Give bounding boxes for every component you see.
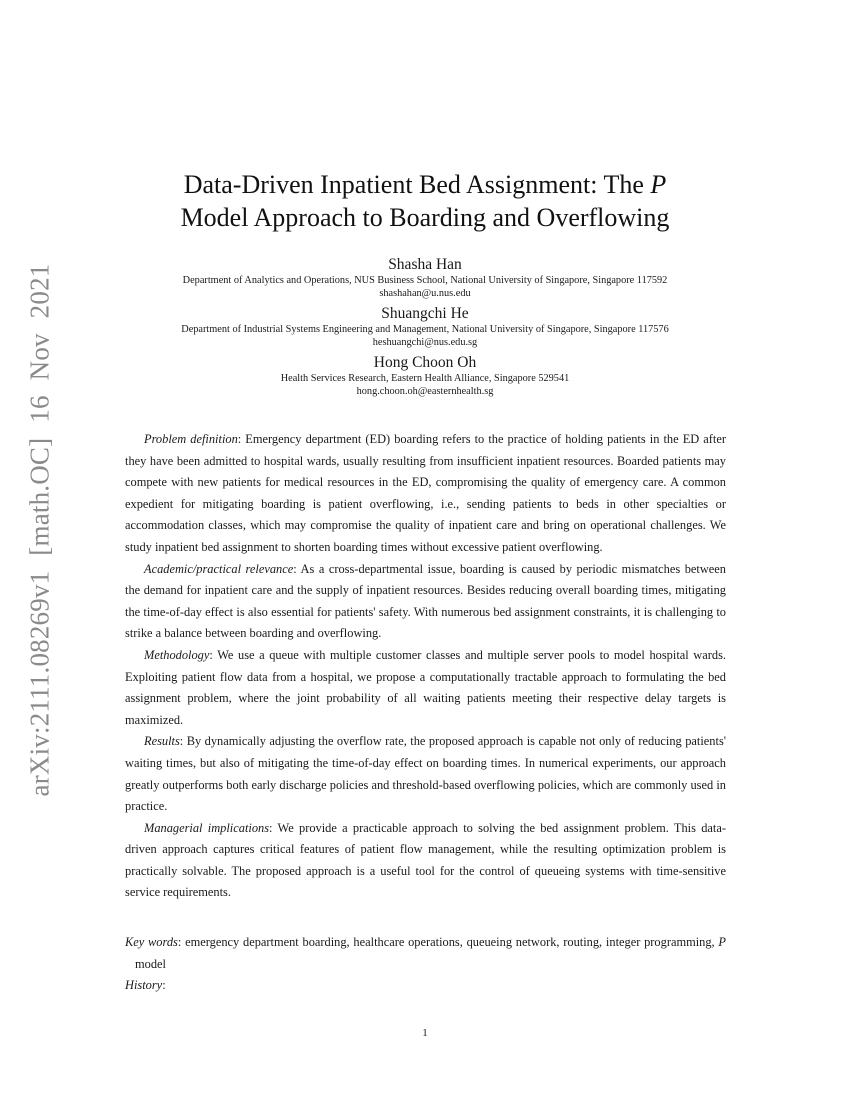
keywords-block: [125, 932, 726, 997]
author-email: shashahan@u.nus.edu: [379, 288, 471, 299]
section-label: Problem definition: [144, 432, 238, 446]
author-affiliation: Department of Industrial Systems Engineering and Management, National University of Singapore, Singapore 117576: [181, 324, 669, 335]
title-math-p: P: [650, 170, 667, 199]
page-number: 1: [422, 1027, 428, 1039]
author-block: [0, 252, 850, 402]
title-line-1: Data-Driven Inpatient Bed Assignment: The P: [183, 170, 667, 199]
abstract-methodology: Methodology: We use a queue with multiple customer classes and multiple server pools to model hospital wards. Exploiting patient flow data from a hospital, we propose a computationally tractable approach to formulating the bed assignment problem, where the joint probability of all waiting patients meeting their respective delay targets is maximized.: [125, 647, 726, 727]
author-entry: [0, 353, 850, 398]
author-email: hong.choon.oh@easternhealth.sg: [356, 386, 494, 397]
section-label: Results: [144, 734, 180, 749]
arxiv-identifier: arXiv:2111.08269v1 [math.OC] 16 Nov 2021: [24, 263, 55, 797]
keywords: Key words: emergency department boarding, healthcare operations, queueing network, routing, integer programming, P model: [125, 935, 726, 971]
author-name: Hong Choon Oh: [373, 354, 477, 371]
abstract-problem-definition: Problem definition: Emergency department (ED) boarding refers to the practice of holding patients in the ED after they have been admitted to hospital wards, usually resulting from insufficient inpatient resources. Boarded patients may compete with new patients for medical resources in the ED, compromising the quality of emergency care. A common expedient for mitigating boarding is patient overflowing, i.e., sending patients to beds in other specialties or accommodation classes, which may compromise the quality of inpatient care and bring on operational challenges. We study inpatient bed assignment to shorten boarding times without excessive patient overflowing.: [125, 432, 726, 554]
author-entry: [0, 255, 850, 300]
abstract-relevance: Academic/practical relevance: As a cross-departmental issue, boarding is caused by periodic mismatches between the demand for inpatient care and the supply of inpatient resources. Besides reducing overall boarding times, mitigating the time-of-day effect is also essential for patients' safety. With numerous bed assignment constraints, it is challenging to strike a balance between boarding and overflowing.: [125, 561, 726, 641]
keywords-math-p: P: [718, 935, 726, 949]
paper-title: [0, 168, 850, 234]
abstract-managerial-implications: Managerial implications: We provide a practicable approach to solving the bed assignment problem. This data-driven approach captures critical features of patient flow management, while the resulting optimization problem is practically solvable. The proposed approach is a useful tool for the control of queueing systems with time-sensitive service requirements.: [125, 820, 726, 900]
section-label: Methodology: [144, 647, 210, 662]
history: History:: [125, 978, 166, 993]
history-label: History: [125, 978, 163, 993]
section-label: Managerial implications: [144, 820, 270, 835]
keywords-label: Key words: [125, 935, 178, 949]
abstract-results: Results: By dynamically adjusting the overflow rate, the proposed approach is capable not only of reducing patients' waiting times, but also of mitigating the time-of-day effect on boarding times. In numerical experiments, our approach greatly outperforms both early discharge policies and threshold-based overflowing policies, which are commonly used in practice.: [125, 734, 726, 814]
abstract: [125, 429, 726, 904]
author-affiliation: Health Services Research, Eastern Health Alliance, Singapore 529541: [280, 373, 570, 384]
author-email: heshuangchi@nus.edu.sg: [372, 337, 478, 348]
title-line-2: Model Approach to Boarding and Overflowing: [180, 203, 670, 232]
author-name: Shasha Han: [388, 256, 462, 273]
author-affiliation: Department of Analytics and Operations, NUS Business School, National University of Singapore, Singapore 117592: [182, 275, 668, 286]
author-name: Shuangchi He: [381, 305, 469, 322]
section-label: Academic/practical relevance: [144, 561, 294, 576]
author-entry: [0, 304, 850, 349]
